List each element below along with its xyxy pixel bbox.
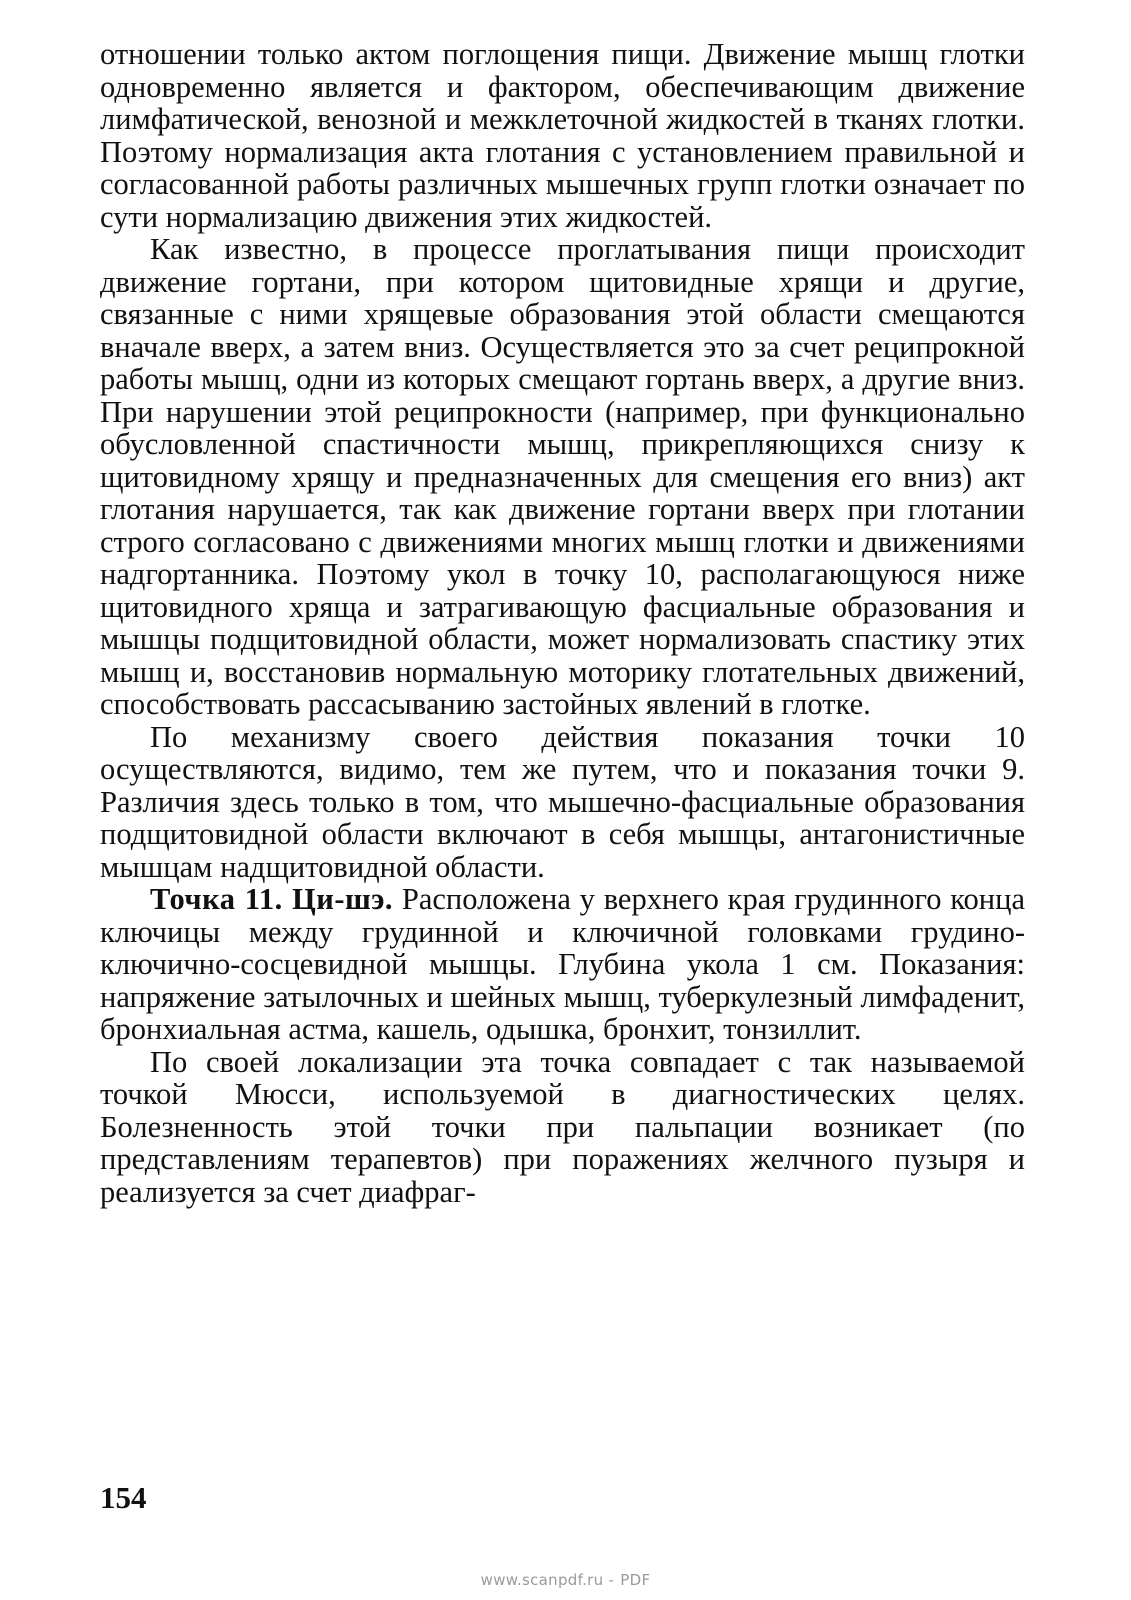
page-number: 154 [100,1480,147,1515]
paragraph-4 [100,883,1025,1046]
paragraph-2: Как известно, в процессе проглатывания пищи происходит движение гортани, при котором щитовидные хрящи и другие, связанные с ними хрящевые образования этой области смещаются вначале вверх, а затем вниз. Осуществляется это за счет реципрокной работы мышц, одни из которых смещают гортань вверх, а другие вниз. При нарушении этой реципрокности (например, при функционально обусловленной спастичности мышц, прикрепляющихся снизу к щитовидному хрящу и предназначенных для смещения его вниз) акт глотания нарушается, так как движение гортани вверх при глотании строго согласовано с движениями многих мышц глотки и движениями надгортанника. Поэтому укол в точку 10, располагающуюся ниже щитовидного хряща и затрагивающую фасциальные образования и мышцы подщитовидной области, может нормализовать спастику этих мышц и, восстановив нормальную моторику глотательных движений, способствовать рассасыванию застойных явлений в глотке. [100,232,1025,721]
paragraph-5: По своей локализации эта точка совпадает с так называемой точкой Мюсси, используемой в диагностических целях. Болезненность этой точки при пальпации возникает (по представлениям терапевтов) при поражениях желчного пузыря и реализуется за счет диафраг- [100,1044,1025,1209]
point-heading: Точка 11. Ци-шэ. [150,882,394,916]
footer-format: PDF [620,1571,651,1589]
paragraph-4-body: Расположена у верхнего края грудинного конца ключицы между грудинной и ключичной головками грудино-ключично-сосцевидной мышцы. Глубина укола 1 см. Показания: напряжение затылочных и шейных мышц, туберкулезный лимфаденит, бронхиальная астма, кашель, одышка, бронхит, тонзиллит. [100,882,1025,1046]
footer-site: www.scanpdf.ru - [480,1571,615,1589]
paragraph-3: По механизму своего действия показания точки 10 осуществляются, видимо, тем же путем, что и показания точки 9. Различия здесь только в том, что мышечно-фасциальные образования подщитовидной области включают в себя мышцы, антагонистичные мышцам надщитовидной области. [100,719,1025,884]
footer-watermark [0,1571,1131,1589]
book-page [100,38,1025,1518]
paragraph-1: отношении только актом поглощения пищи. Движение мышц глотки одновременно является и фактором, обеспечивающим движение лимфатической, венозной и межклеточной жидкостей в тканях глотки. Поэтому нормализация акта глотания с установлением правильной и согласованной работы различных мышечных групп глотки означает по сути нормализацию движения этих жидкостей. [100,37,1025,234]
